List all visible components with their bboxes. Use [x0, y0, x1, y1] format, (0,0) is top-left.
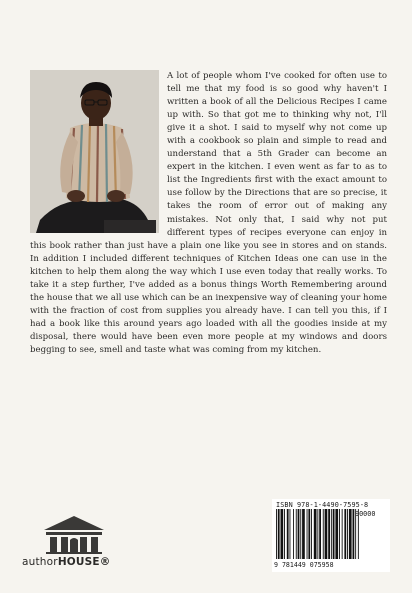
barcode-icon — [274, 509, 388, 561]
description-paragraph: A lot of people whom I've cooked for often use to tell me that my food is so good why haven't I written a book of all the Delicious Recipes I came up with. So that got me to thinking why not, I'll give it a shot. I said to myself why not come up with a cookbook so plain and simple to read and understand that a 5th Grader can become an expert in the kitchen. I even went as far to as to list the Ingredients first with the exact amount to use follow by the Directions that are so precise, it takes the room of error out of making any mistakes. Not only that, I said why not put different types of recipes everyone can enjoy in this book rather than just have a plain one like you see in stores and on stands. In addition I included different techniques of Kitchen Ideas one can use in the kitchen to help them along the way which I use even today that really works. To take it a step further, I've added as a bonus things Worth Remembering around the house that we all use which can be an inexpensive way of cleaning your home with the fraction of cost from supplies you already have. I can tell you this, if I had a book like this around years ago loaded with all the goodies inside at my disposal, there would have been even more people at my windows and doors begging to see, smell and taste what was coming from my kitchen. — [30, 71, 387, 355]
publisher-name-suffix: HOUSE® — [57, 556, 111, 568]
price-code: 90000 — [355, 510, 376, 518]
isbn-text: ISBN 978-1-4490-7595-8 — [276, 501, 369, 509]
ean-digits: 9 781449 075958 — [274, 561, 334, 569]
description-text — [30, 70, 387, 357]
publisher-name-prefix: author — [22, 556, 58, 568]
publisher-name — [22, 556, 122, 568]
photo-wrap-spacer — [30, 70, 167, 236]
